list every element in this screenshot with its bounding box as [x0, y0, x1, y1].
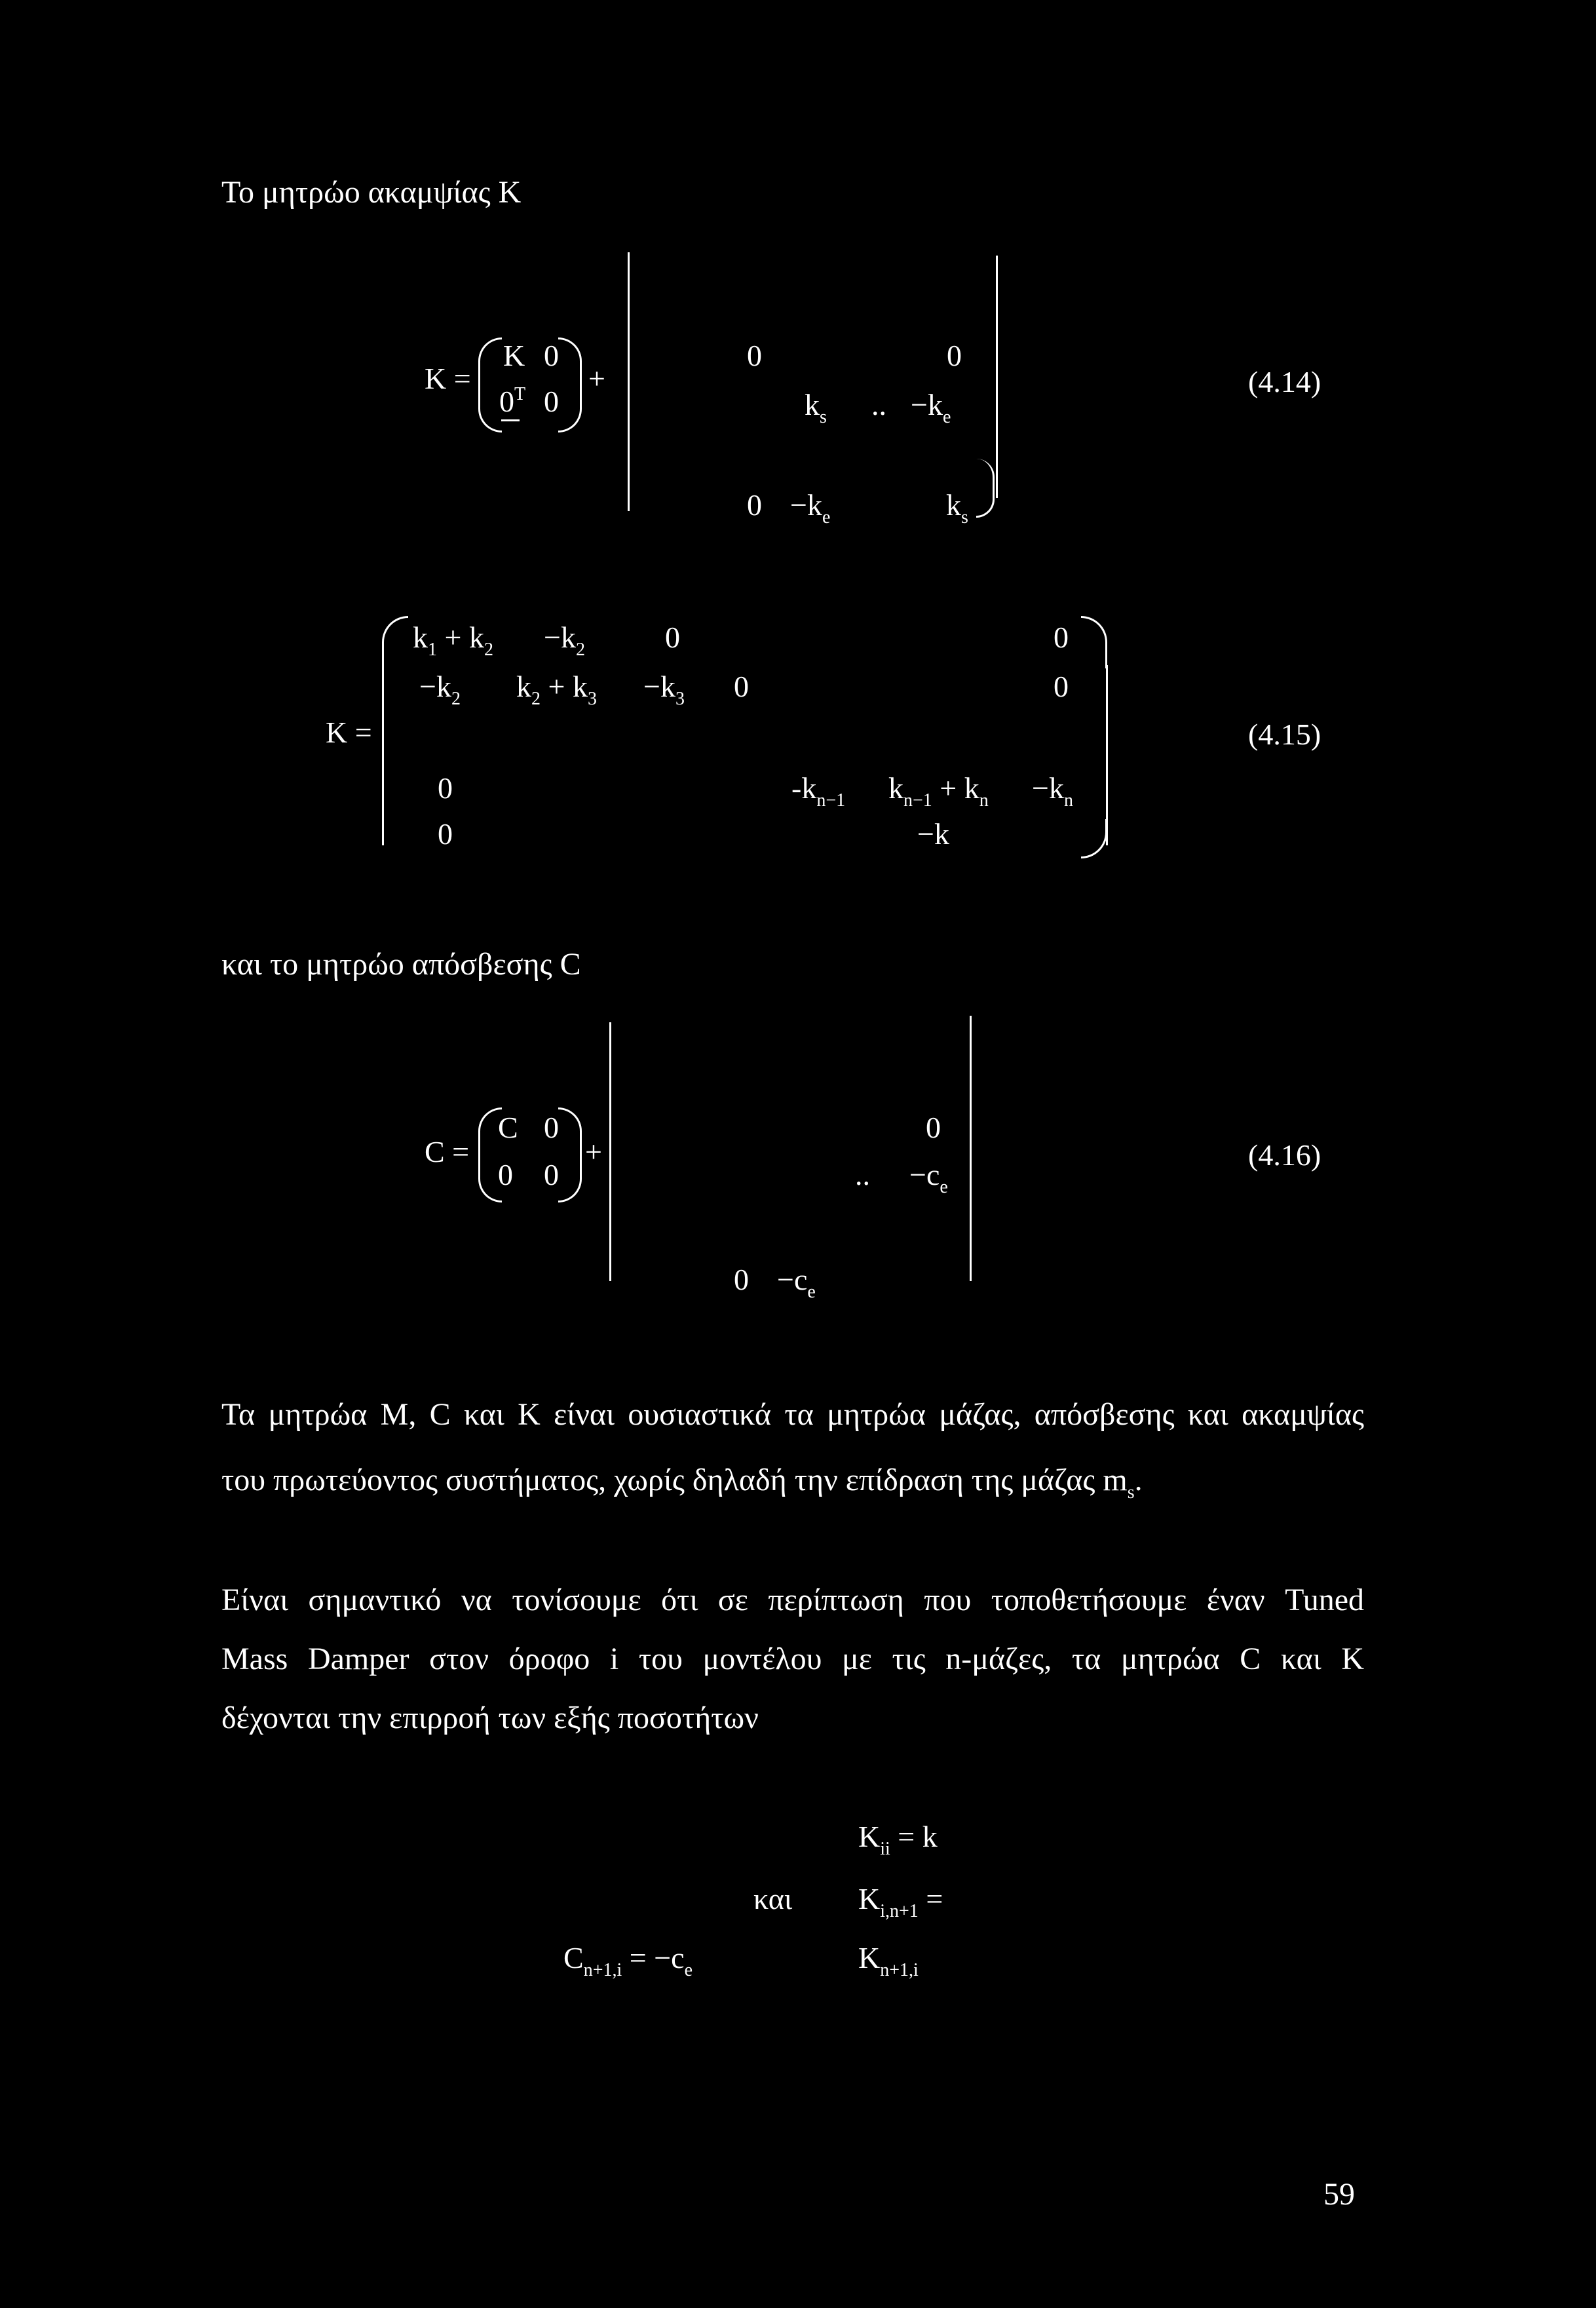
- eq414-r3c1: 0: [747, 488, 762, 522]
- eq414-small-k: K: [503, 339, 525, 372]
- eq414-r3c2: $-k_e$: [790, 488, 831, 528]
- eq416-small-right-paren: [558, 1107, 582, 1202]
- eq414-small-0c: 0: [544, 385, 559, 418]
- eq414-r2c1: $k_s$: [805, 388, 827, 427]
- para2-line1: Είναι σημαντικό να τονίσουμε ότι σε περίπτωση που τοποθετήσουμε έναν Tuned: [221, 1583, 1364, 1617]
- eq415-r2d: 0: [734, 670, 749, 703]
- eq415-r3b: $-k_{n-1}$: [791, 771, 846, 811]
- eq416-r1c1: 0: [926, 1111, 941, 1144]
- eq416-lhs: C =: [425, 1135, 470, 1168]
- eq414-r2-dots: ..: [871, 388, 886, 421]
- eq414-r3c3: $k_s$: [946, 488, 968, 528]
- para1-line1: Τα μητρώα M, C και K είναι ουσιαστικά τα μητρώα μάζας, απόσβεσης και ακαμψίας: [221, 1397, 1364, 1432]
- para2-line3: δέχονται την επιρροή των εξής ποσοτήτων: [221, 1701, 759, 1735]
- eq416-small-0a: 0: [544, 1111, 559, 1144]
- page-number: 59: [1323, 2177, 1355, 2212]
- eq-cn1i: $C_{n+1,i} = -c_e$: [563, 1941, 693, 1980]
- eq416-r3c2: $-c_e$: [777, 1263, 816, 1302]
- eq414-r1c2: 0: [947, 339, 962, 372]
- eq416-plus: +: [585, 1135, 602, 1168]
- eq-kii: $K_{ii} = k$: [858, 1820, 938, 1859]
- eq415-r1c: 0: [665, 621, 680, 654]
- eq414-number: (4.14): [1248, 365, 1321, 398]
- para1-line2: του πρωτεύοντος συστήματος, χωρίς δηλαδή την επίδραση της μάζας $m_s$.: [221, 1463, 1143, 1503]
- eq415-r4b: −k: [917, 817, 949, 851]
- eq415-r2c: $-k_3$: [643, 670, 685, 709]
- eq415-r4a: 0: [438, 817, 453, 851]
- eq415-left-paren: [382, 616, 408, 845]
- eq416-small-0b: 0: [498, 1158, 513, 1191]
- eq414-small-0b: $0^T$: [499, 384, 526, 418]
- eq415-r1a: $k_1 + k_2$: [413, 621, 493, 660]
- para2-line2: Mass Damper στον όροφο i του μοντέλου με τις n-μάζες, τα μητρώα C και K: [221, 1642, 1364, 1676]
- eq415-r3a: 0: [438, 771, 453, 805]
- heading-damping: και το μητρώο απόσβεσης C: [221, 947, 581, 982]
- eq416-right-bar: [970, 1016, 972, 1281]
- eq416-left-bar: [609, 1022, 611, 1281]
- eq414-r2c2: $-k_e$: [911, 388, 951, 427]
- eq414-small-0a: 0: [544, 339, 559, 372]
- eq416-small-c: C: [498, 1111, 518, 1144]
- eq415-r2a: $-k_2$: [419, 670, 461, 709]
- eq414-lhs: K =: [425, 362, 471, 395]
- eq415-r1d: 0: [1054, 621, 1069, 654]
- eq415-number: (4.15): [1248, 718, 1321, 751]
- eq-kin: $K_{i,n+1}$ =: [858, 1882, 943, 1921]
- eq414-plus: +: [588, 362, 605, 395]
- heading-stiffness: Το μητρώο ακαμψίας K: [221, 175, 522, 210]
- eq414-small-right-paren: [558, 337, 582, 433]
- eq416-r2-dots: ..: [855, 1158, 870, 1191]
- eq414-right-paren-tail: [976, 459, 995, 518]
- eq416-small-0c: 0: [544, 1158, 559, 1191]
- eq416-r3c1: 0: [734, 1263, 749, 1296]
- eq416-number: (4.16): [1248, 1138, 1321, 1172]
- eq415-r2e: 0: [1054, 670, 1069, 703]
- eq415-r3d: $-k_n$: [1032, 771, 1073, 811]
- eq415-right-bar: [1106, 665, 1108, 845]
- eq415-r1b: $-k_2$: [544, 621, 585, 660]
- eq414-underline: [501, 419, 520, 421]
- eq-kai: και: [753, 1882, 793, 1915]
- eq414-left-bar: [628, 252, 630, 511]
- eq415-right-paren-top: [1081, 616, 1107, 668]
- eq414-right-bar: [996, 256, 998, 498]
- eq415-r3c: $k_{n-1} + k_n$: [888, 771, 989, 811]
- eq415-r2b: $k_2 + k_3$: [516, 670, 597, 709]
- eq-kn1i: $K_{n+1,i}$: [858, 1941, 919, 1980]
- eq415-lhs: K =: [326, 716, 372, 749]
- eq416-r2c1: $-c_e$: [909, 1158, 948, 1197]
- eq414-small-left-paren: [478, 337, 502, 433]
- eq414-r1c1: 0: [747, 339, 762, 372]
- eq415-right-paren-bottom: [1081, 819, 1107, 858]
